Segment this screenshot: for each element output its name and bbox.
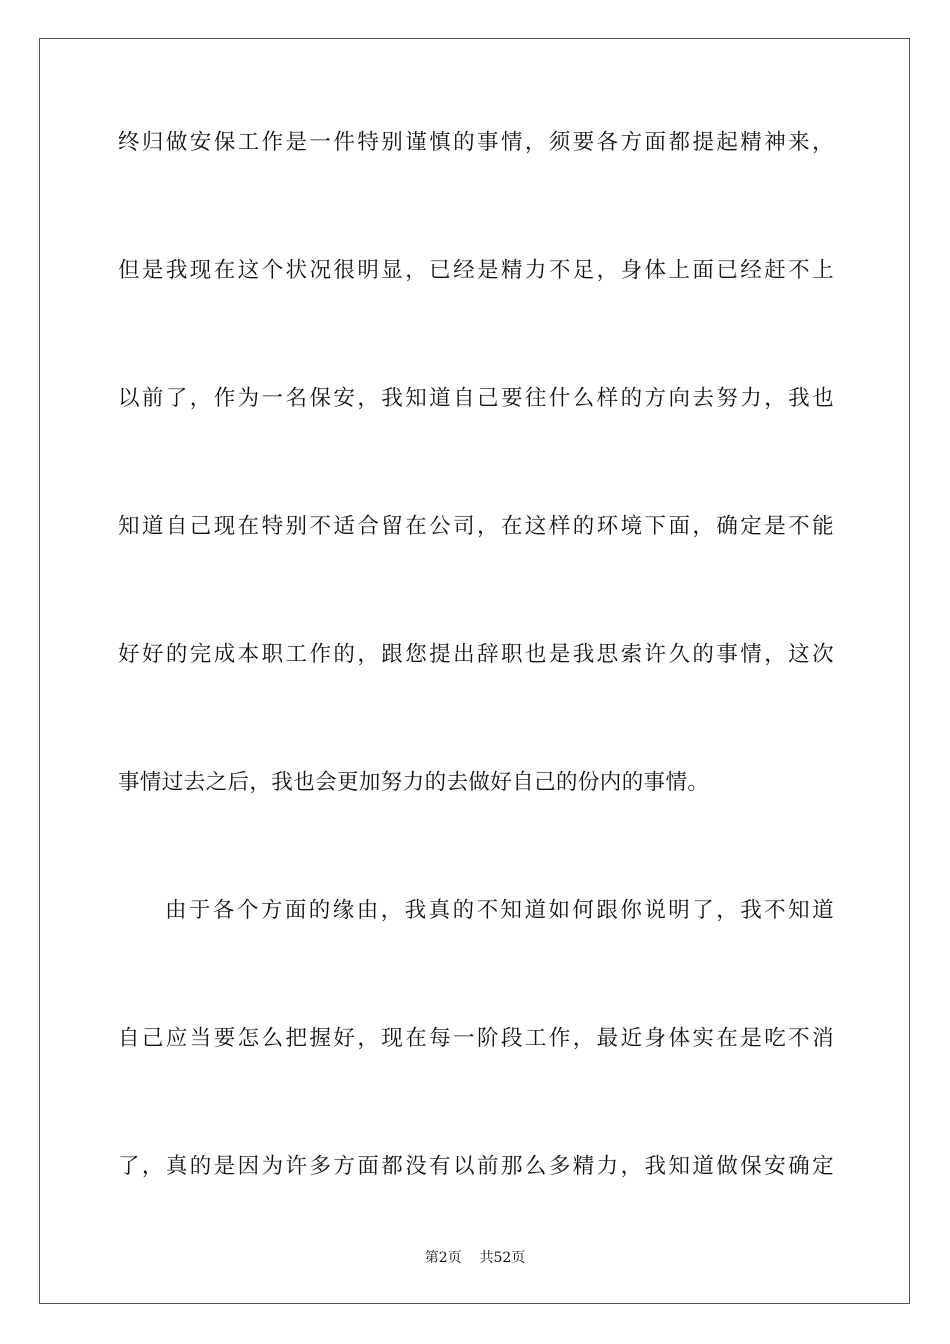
text-line-1: 终归做安保工作是一件特别谨慎的事情，须要各方面都提起精神来， [118,130,834,155]
text-line-3: 以前了，作为一名保安，我知道自己要往什么样的方向去努力，我也 [118,386,834,411]
text-line-5: 好好的完成本职工作的，跟您提出辞职也是我思索许久的事情，这次 [118,642,834,667]
page-total: 共52页 [479,1250,526,1266]
page-footer [0,1249,950,1267]
text-line-6: 事情过去之后，我也会更加努力的去做好自己的份内的事情。 [118,770,710,795]
text-line-7: 由于各个方面的缘由，我真的不知道如何跟你说明了，我不知道 [165,898,834,923]
document-body [118,128,834,1280]
text-line-2: 但是我现在这个状况很明显，已经是精力不足，身体上面已经赶不上 [118,258,834,283]
text-line-4: 知道自己现在特别不适合留在公司，在这样的环境下面，确定是不能 [118,514,834,539]
text-line-8: 自己应当要怎么把握好，现在每一阶段工作，最近身体实在是吃不消 [118,1026,834,1051]
text-line-9: 了，真的是因为许多方面都没有以前那么多精力，我知道做保安确定 [118,1154,834,1179]
page-number: 第2页 [424,1250,462,1266]
